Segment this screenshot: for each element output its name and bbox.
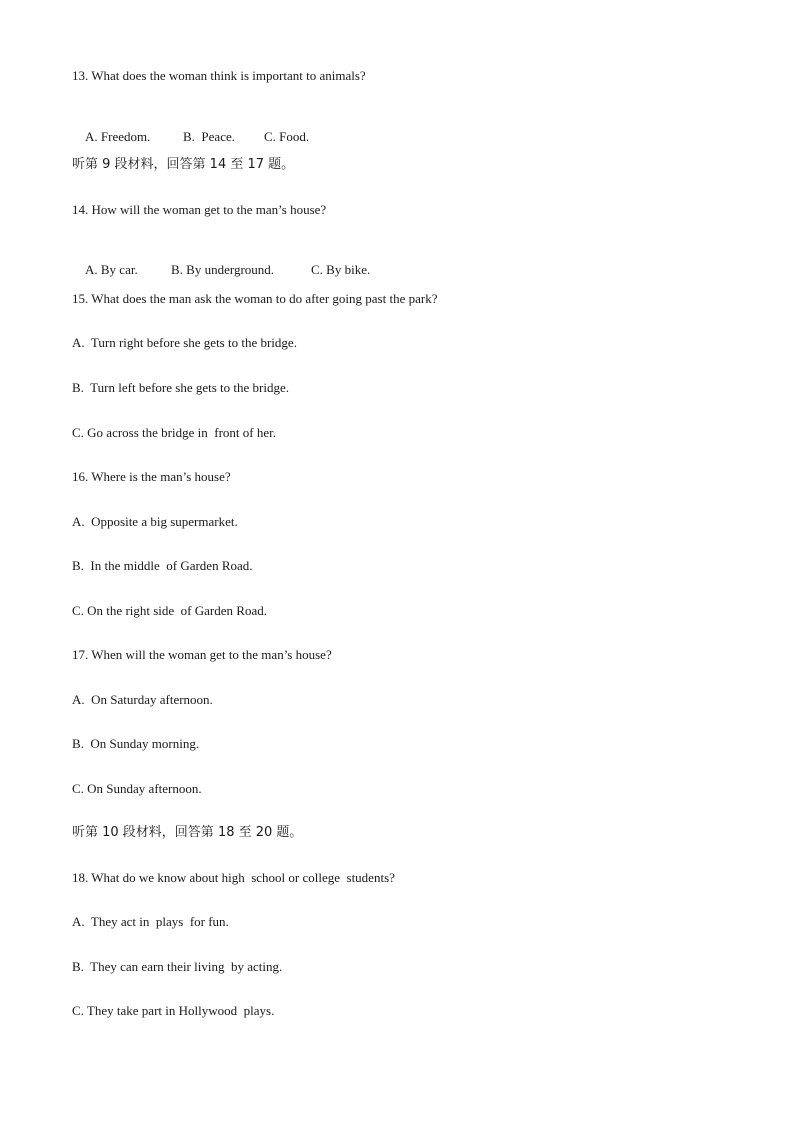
question-17-option-b: B. On Sunday morning. <box>72 736 200 751</box>
question-17-option-a: A. On Saturday afternoon. <box>72 692 213 707</box>
option-a: A. Freedom. <box>85 129 151 144</box>
question-14-options <box>72 246 370 294</box>
question-15-option-b: B. Turn left before she gets to the bridge. <box>72 380 289 395</box>
question-16-option-b: B. In the middle of Garden Road. <box>72 558 253 573</box>
option-b: B. Peace. <box>183 129 235 144</box>
option-b: B. By underground. <box>171 262 275 277</box>
question-13-options <box>72 113 309 161</box>
question-15: 15. What does the man ask the woman to do after going past the park? <box>72 291 438 306</box>
question-15-option-a: A. Turn right before she gets to the bridge. <box>72 335 297 350</box>
question-15-option-c: C. Go across the bridge in front of her. <box>72 425 276 440</box>
question-18-option-b: B. They can earn their living by acting. <box>72 959 283 974</box>
question-18: 18. What do we know about high school or college students? <box>72 870 395 885</box>
question-17-option-c: C. On Sunday afternoon. <box>72 781 202 796</box>
question-16-option-c: C. On the right side of Garden Road. <box>72 603 267 618</box>
option-c: C. By bike. <box>311 262 371 277</box>
option-a: A. By car. <box>85 262 138 277</box>
question-18-option-c: C. They take part in Hollywood plays. <box>72 1003 275 1018</box>
option-c: C. Food. <box>264 129 310 144</box>
question-18-option-a: A. They act in plays for fun. <box>72 914 229 929</box>
question-16-option-a: A. Opposite a big supermarket. <box>72 514 238 529</box>
question-16: 16. Where is the man’s house? <box>72 469 231 484</box>
section-instruction-10: 听第 10 段材料，回答第 18 至 20 题。 <box>72 825 303 840</box>
question-17: 17. When will the woman get to the man’s house? <box>72 647 332 662</box>
section-instruction-9: 听第 9 段材料，回答第 14 至 17 题。 <box>72 157 295 172</box>
question-14: 14. How will the woman get to the man’s house? <box>72 202 327 217</box>
question-13: 13. What does the woman think is important to animals? <box>72 68 366 83</box>
